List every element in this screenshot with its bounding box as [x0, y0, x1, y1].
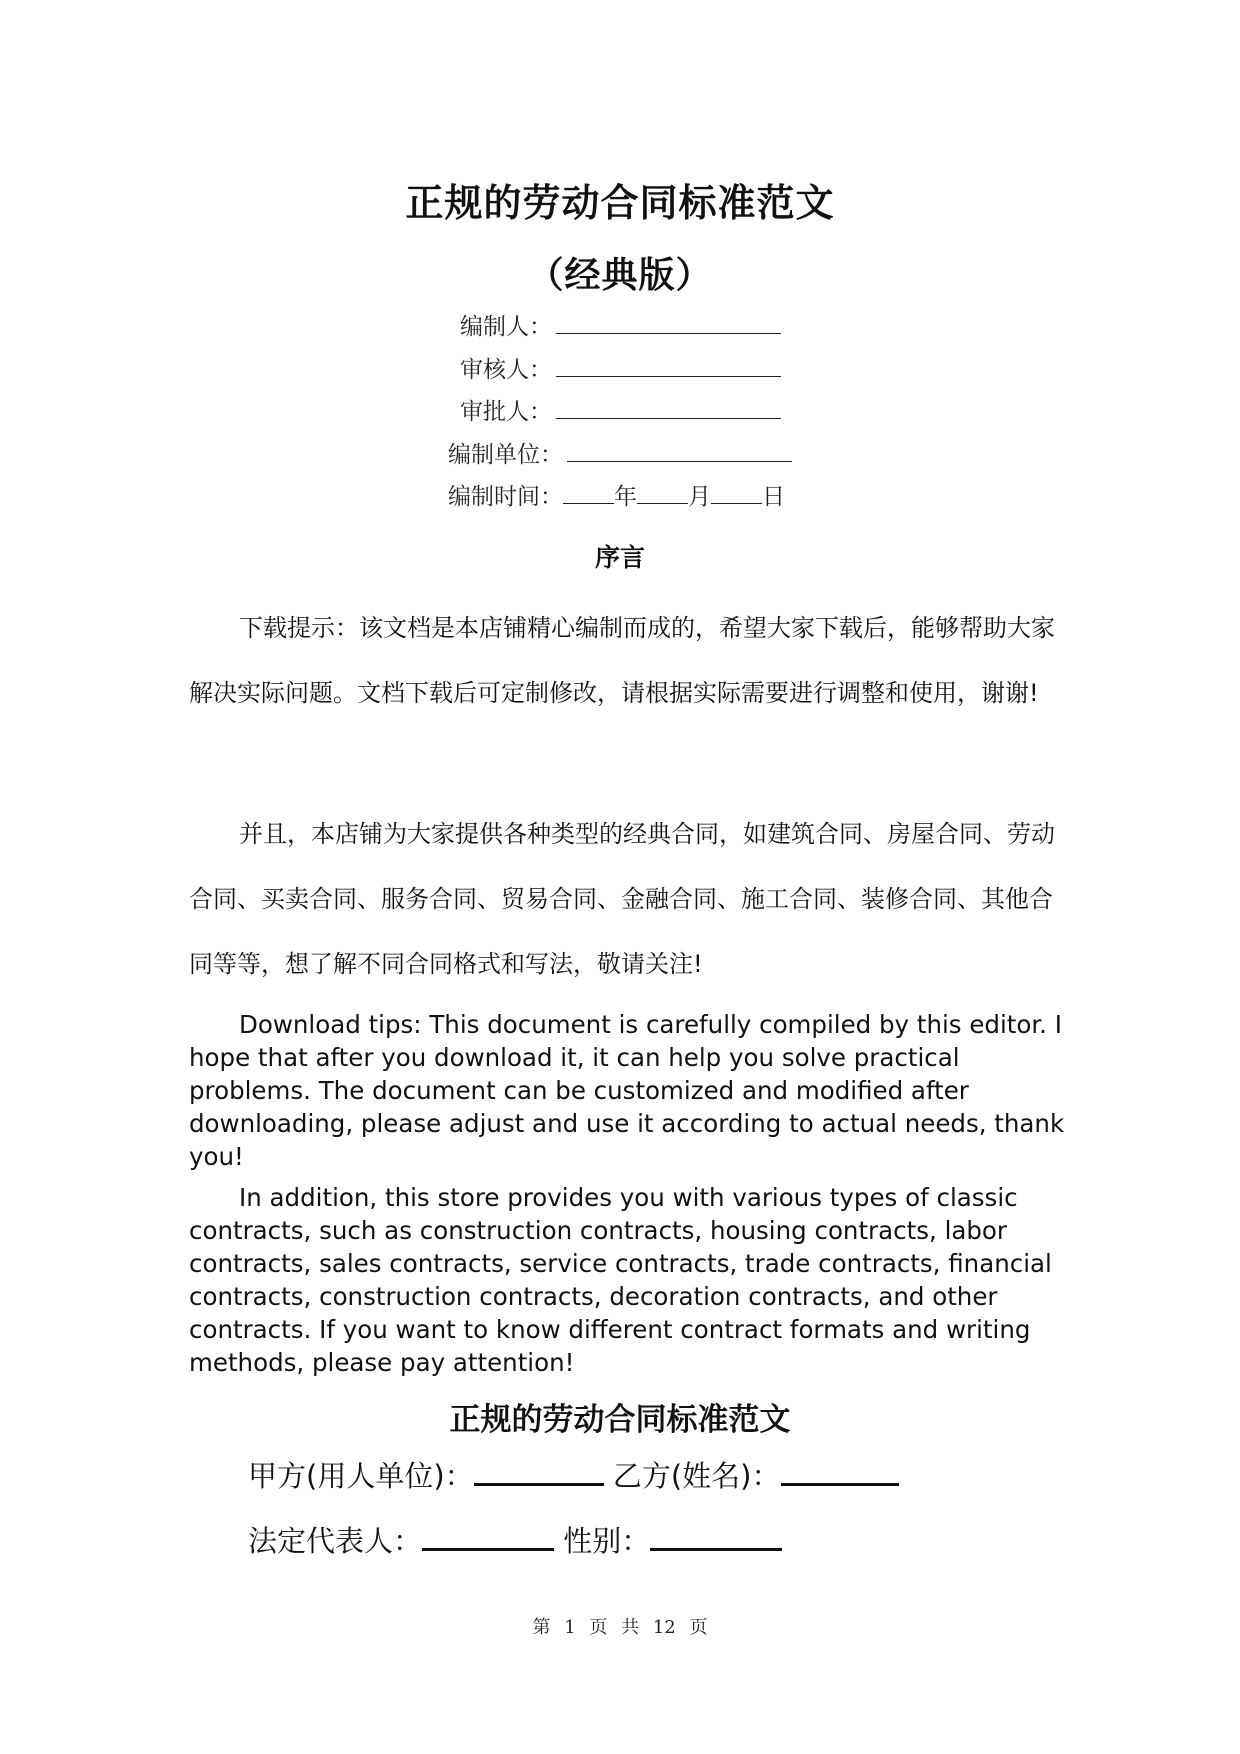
month-label: 月 [688, 484, 711, 510]
preface-paragraph-cn-1 [189, 596, 1069, 726]
document-title: 正规的劳动合同标准范文 [405, 180, 835, 225]
document-subtitle: （经典版） [527, 254, 713, 296]
month-blank-line [637, 483, 688, 504]
preface-paragraph-en-1 [189, 1008, 1069, 1173]
day-blank-line [711, 483, 762, 504]
party-row [248, 1456, 899, 1496]
unit-blank-line [567, 441, 792, 462]
date-row [448, 482, 785, 512]
unit-label: 编制单位： [448, 442, 563, 468]
gender-label: 性别： [563, 1524, 651, 1558]
party-b-blank-line [781, 1457, 899, 1486]
approver-blank-line [556, 398, 781, 419]
editor-row [460, 312, 781, 342]
preface-paragraph-cn-2 [189, 802, 1069, 997]
reviewer-row [460, 355, 781, 385]
preface-paragraph-cn-1-text: 下载提示：该文档是本店铺精心编制而成的，希望大家下载后，能够帮助大家解决实际问题。文档下载后可定制修改，请根据实际需要进行调整和使用，谢谢! [189, 614, 1055, 707]
reviewer-label: 审核人： [460, 357, 552, 383]
day-label: 日 [762, 484, 785, 510]
preface-paragraph-en-2 [189, 1181, 1069, 1379]
legal-rep-blank-line [422, 1522, 554, 1551]
party-a-label: 甲方(用人单位)： [248, 1459, 474, 1493]
legal-rep-label: 法定代表人： [248, 1524, 423, 1558]
party-b-label: 乙方(姓名)： [612, 1459, 781, 1493]
contract-title: 正规的劳动合同标准范文 [449, 1402, 791, 1438]
preface-paragraph-cn-2-text: 并且，本店铺为大家提供各种类型的经典合同，如建筑合同、房屋合同、劳动合同、买卖合同、服务合同、贸易合同、金融合同、施工合同、装修合同、其他合同等等，想了解不同合同格式和写法，敬请关注! [189, 820, 1055, 978]
representative-row [248, 1521, 782, 1561]
year-label: 年 [614, 484, 637, 510]
editor-label: 编制人： [460, 314, 552, 340]
gender-blank-line [650, 1522, 782, 1551]
editor-blank-line [556, 313, 781, 334]
year-blank-line [563, 483, 614, 504]
preface-paragraph-en-1-text: Download tips: This document is carefully compiled by this editor. I hope that after you download it, it can help you solve practical problems. The document can be customized and modified after downloading, please adjust and use it according to actual needs, thank you! [189, 1010, 1065, 1171]
reviewer-blank-line [556, 356, 781, 377]
approver-row [460, 397, 781, 427]
preface-paragraph-en-2-text: In addition, this store provides you with various types of classic contracts, such as construction contracts, housing contracts, labor contracts, sales contracts, service contracts, trade contracts, financial contracts, construction contracts, decoration contracts, and other contracts. If you want to know different contract formats and writing methods, please pay attention! [189, 1183, 1052, 1377]
page-footer: 第 1 页 共 12 页 [532, 1617, 708, 1638]
preface-heading: 序言 [594, 543, 645, 572]
party-a-blank-line [474, 1457, 604, 1486]
date-label: 编制时间： [448, 484, 563, 510]
approver-label: 审批人： [460, 399, 552, 425]
unit-row [448, 440, 792, 470]
